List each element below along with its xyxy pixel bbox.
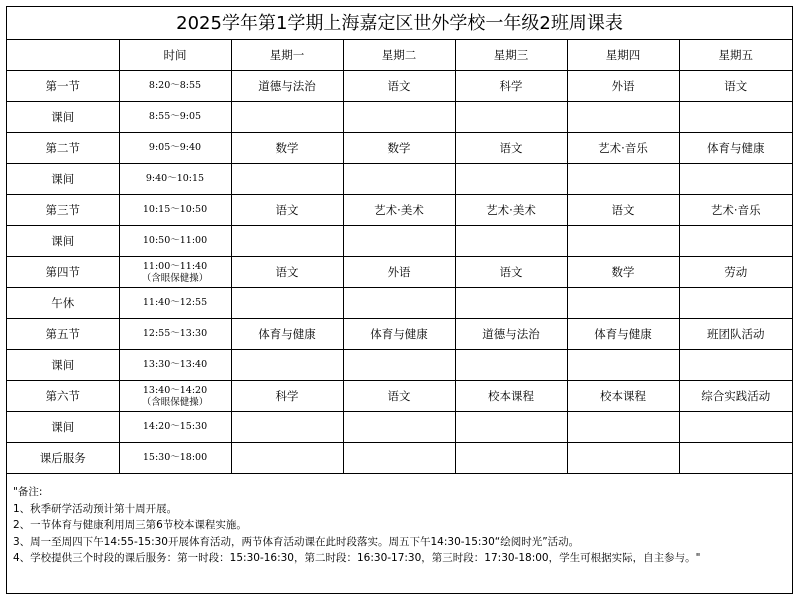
header-row (7, 40, 792, 71)
header-cell-wednesday: 星期三 (455, 40, 567, 71)
subject-cell (679, 164, 792, 195)
subject-cell (455, 164, 567, 195)
subject-cell: 语文 (343, 71, 455, 102)
subject-cell: 语文 (679, 71, 792, 102)
period-cell: 第一节 (7, 71, 119, 102)
subject-cell: 数学 (567, 257, 679, 288)
notes-line: "备注: (13, 486, 43, 498)
timetable (7, 40, 792, 474)
notes (7, 482, 792, 593)
subject-cell (231, 412, 343, 443)
subject-cell: 体育与健康 (343, 319, 455, 350)
subject-cell (567, 412, 679, 443)
subject-cell: 语文 (455, 257, 567, 288)
subject-cell (343, 443, 455, 474)
notes-line: 3、周一至周四下午14:55-15:30开展体育活动，两节体育活动课在此时段落实。周五下午14:30-15:30“绘阅时光”活动。 (13, 535, 580, 548)
subject-cell (231, 226, 343, 257)
period-cell: 第四节 (7, 257, 119, 288)
time-range: 12:55～13:30 (142, 328, 208, 339)
time-cell (119, 443, 231, 474)
time-range: 8:55～9:05 (148, 111, 202, 122)
time-range: 10:50～11:00 (142, 235, 208, 246)
time-note: （含眼保健操） (141, 272, 209, 284)
time-cell (119, 381, 231, 412)
subject-cell: 外语 (567, 71, 679, 102)
period-cell: 课间 (7, 102, 119, 133)
subject-cell (567, 350, 679, 381)
subject-cell (231, 443, 343, 474)
subject-cell: 语文 (567, 195, 679, 226)
time-range: 13:30～13:40 (142, 359, 208, 370)
time-cell (119, 133, 231, 164)
header-cell-tuesday: 星期二 (343, 40, 455, 71)
subject-cell (231, 164, 343, 195)
time-range: 14:20～15:30 (142, 421, 208, 432)
time-range: 15:30～18:00 (142, 452, 208, 463)
subject-cell: 语文 (231, 195, 343, 226)
time-cell (119, 288, 231, 319)
subject-cell: 校本课程 (567, 381, 679, 412)
time-range: 13:40～14:20 (142, 384, 208, 396)
header-cell-thursday: 星期四 (567, 40, 679, 71)
table-row (7, 195, 792, 226)
table-row (7, 350, 792, 381)
subject-cell: 数学 (231, 133, 343, 164)
period-cell: 课间 (7, 164, 119, 195)
subject-cell: 体育与健康 (231, 319, 343, 350)
subject-cell (679, 443, 792, 474)
subject-cell (343, 164, 455, 195)
time-cell (119, 195, 231, 226)
subject-cell: 道德与法治 (455, 319, 567, 350)
header-cell-monday: 星期一 (231, 40, 343, 71)
header-cell-time: 时间 (119, 40, 231, 71)
subject-cell: 校本课程 (455, 381, 567, 412)
subject-cell (231, 102, 343, 133)
subject-cell: 语文 (455, 133, 567, 164)
subject-cell: 班团队活动 (679, 319, 792, 350)
time-cell (119, 71, 231, 102)
header-cell-friday: 星期五 (679, 40, 792, 71)
period-cell: 课后服务 (7, 443, 119, 474)
subject-cell: 体育与健康 (567, 319, 679, 350)
subject-cell (343, 226, 455, 257)
time-cell (119, 257, 231, 288)
table-row (7, 71, 792, 102)
subject-cell: 语文 (231, 257, 343, 288)
subject-cell (455, 350, 567, 381)
period-cell: 第六节 (7, 381, 119, 412)
time-cell (119, 102, 231, 133)
subject-cell (455, 443, 567, 474)
subject-cell (567, 443, 679, 474)
time-cell (119, 164, 231, 195)
table-row (7, 226, 792, 257)
subject-cell (567, 102, 679, 133)
subject-cell (567, 226, 679, 257)
subject-cell: 艺术·美术 (455, 195, 567, 226)
table-row (7, 381, 792, 412)
time-cell (119, 412, 231, 443)
subject-cell: 体育与健康 (679, 133, 792, 164)
notes-line: 4、学校提供三个时段的课后服务：第一时段：15:30-16:30，第二时段：16:30-17:30，第三时段：17:30-18:00，学生可根据实际，自主参与。" (13, 552, 701, 564)
header-cell-blank (7, 40, 119, 71)
notes-line: 1、秋季研学活动预计第十周开展。 (13, 502, 178, 515)
period-cell: 课间 (7, 412, 119, 443)
subject-cell (567, 164, 679, 195)
time-range: 11:40～12:55 (142, 297, 208, 308)
table-row (7, 319, 792, 350)
subject-cell (343, 350, 455, 381)
time-range: 9:40～10:15 (145, 173, 205, 184)
subject-cell: 数学 (343, 133, 455, 164)
period-cell: 课间 (7, 350, 119, 381)
time-range: 11:00～11:40 (142, 260, 208, 272)
period-cell: 第五节 (7, 319, 119, 350)
subject-cell (455, 226, 567, 257)
subject-cell (343, 288, 455, 319)
period-cell: 午休 (7, 288, 119, 319)
subject-cell: 外语 (343, 257, 455, 288)
timetable-sheet (6, 6, 793, 594)
table-row (7, 164, 792, 195)
period-cell: 第三节 (7, 195, 119, 226)
timetable-body (7, 40, 792, 474)
subject-cell: 科学 (231, 381, 343, 412)
time-cell (119, 350, 231, 381)
subject-cell (567, 288, 679, 319)
subject-cell: 综合实践活动 (679, 381, 792, 412)
subject-cell: 劳动 (679, 257, 792, 288)
subject-cell (679, 412, 792, 443)
time-note: （含眼保健操） (141, 396, 209, 408)
table-row (7, 443, 792, 474)
subject-cell: 艺术·音乐 (567, 133, 679, 164)
period-cell: 第二节 (7, 133, 119, 164)
subject-cell (455, 288, 567, 319)
table-row (7, 288, 792, 319)
table-row (7, 102, 792, 133)
subject-cell: 艺术·美术 (343, 195, 455, 226)
subject-cell (343, 102, 455, 133)
subject-cell (455, 102, 567, 133)
table-row (7, 257, 792, 288)
table-row (7, 133, 792, 164)
page-title: 2025学年第1学期上海嘉定区世外学校一年级2班周课表 (7, 7, 792, 40)
subject-cell: 科学 (455, 71, 567, 102)
subject-cell (679, 288, 792, 319)
subject-cell (343, 412, 455, 443)
subject-cell (455, 412, 567, 443)
period-cell: 课间 (7, 226, 119, 257)
notes-line: 2、一节体育与健康利用周三第6节校本课程实施。 (13, 519, 247, 531)
time-range: 9:05～9:40 (148, 142, 202, 153)
table-row (7, 412, 792, 443)
subject-cell: 艺术·音乐 (679, 195, 792, 226)
subject-cell (679, 102, 792, 133)
time-cell (119, 319, 231, 350)
time-range: 10:15～10:50 (142, 204, 208, 215)
time-cell (119, 226, 231, 257)
subject-cell (679, 226, 792, 257)
subject-cell: 语文 (343, 381, 455, 412)
subject-cell (231, 350, 343, 381)
subject-cell (679, 350, 792, 381)
subject-cell (231, 288, 343, 319)
time-range: 8:20～8:55 (148, 80, 202, 91)
subject-cell: 道德与法治 (231, 71, 343, 102)
